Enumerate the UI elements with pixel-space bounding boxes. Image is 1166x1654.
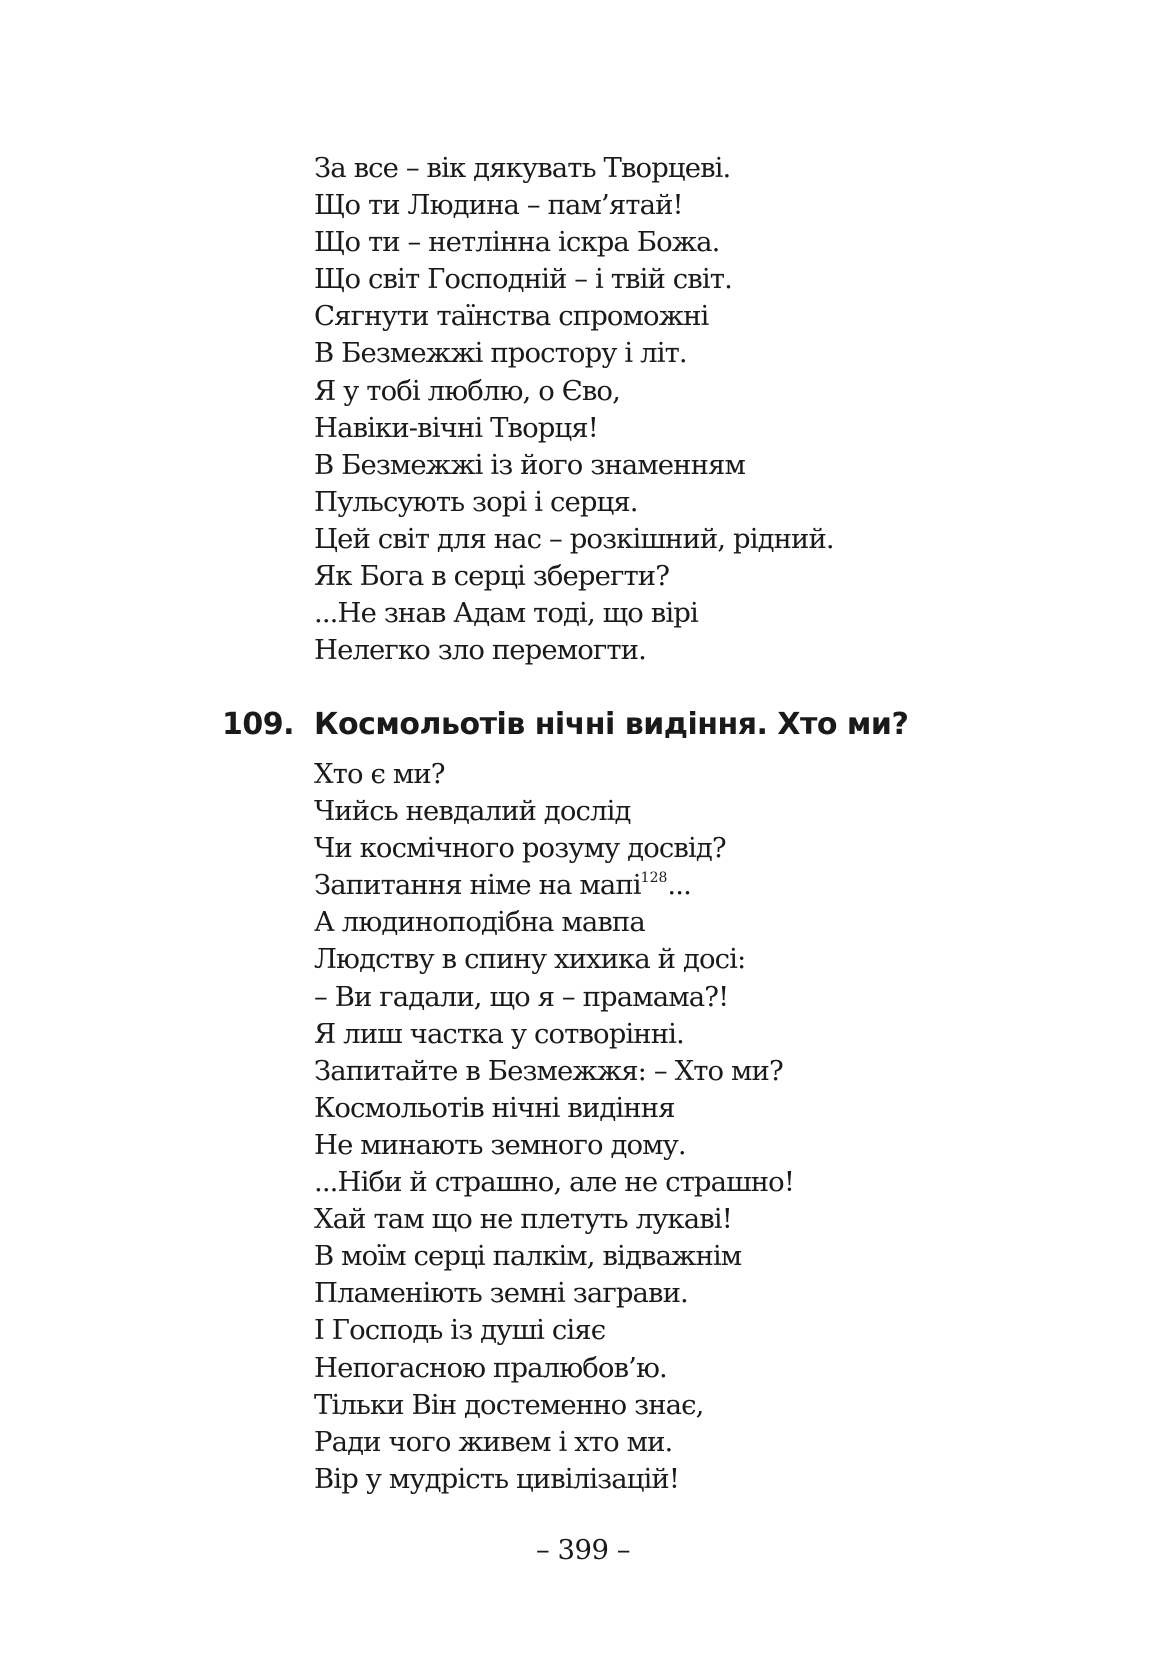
verse-line: Я лиш частка у сотворінні. <box>314 1017 684 1050</box>
verse-line: Вір у мудрість цивілізацій! <box>314 1462 680 1495</box>
poem-body <box>314 756 794 1498</box>
page-number: – 399 – <box>536 1534 630 1566</box>
verse-line-with-footnote <box>314 867 794 904</box>
verse-line: Тільки Він достеменно знає, <box>314 1388 704 1421</box>
poem-title: Космольотів нічні видіння. Хто ми? <box>314 707 909 742</box>
verse-line: Що ти – нетлінна іскра Божа. <box>314 226 720 259</box>
verse-line: Космольотів нічні видіння <box>314 1091 675 1124</box>
verse-line: Я у тобі люблю, о Єво, <box>314 374 620 407</box>
verse-line: Ради чого живем і хто ми. <box>314 1425 673 1458</box>
verse-line: В моїм серці палкім, відважнім <box>314 1240 742 1273</box>
poem-number: 109. <box>222 707 295 742</box>
previous-poem-continuation <box>314 150 834 669</box>
verse-line: Навіки-вічні Творця! <box>314 411 598 444</box>
verse-line: А людиноподібна мавпа <box>314 906 645 939</box>
ellipsis: ... <box>667 869 691 902</box>
verse-line: Що ти Людина – пам’ятай! <box>314 189 683 222</box>
verse-line: Непогасною пралюбов’ю. <box>314 1351 667 1384</box>
verse-line: ...Ніби й страшно, але не страшно! <box>314 1166 794 1199</box>
verse-line: Пульсують зорі і серця. <box>314 485 638 518</box>
footnote-reference: 128 <box>640 870 668 887</box>
verse-line: Що світ Господній – і твій світ. <box>314 263 732 296</box>
verse-line: Хай там що не плетуть лукаві! <box>314 1203 732 1236</box>
verse-line: В Безмежжі простору і літ. <box>314 337 687 370</box>
verse-line: Запитайте в Безмежжя: – Хто ми? <box>314 1054 783 1087</box>
verse-line: ...Не знав Адам тоді, що вірі <box>314 597 698 630</box>
verse-line: – Ви гадали, що я – прамама?! <box>314 980 729 1013</box>
verse-line: Як Бога в серці зберегти? <box>314 560 670 593</box>
verse-line: Хто є ми? <box>314 758 445 790</box>
verse-line: Не минають земного дому. <box>314 1128 686 1161</box>
verse-line: Пламеніють земні заграви. <box>314 1277 688 1310</box>
poem-heading <box>222 703 908 747</box>
verse-line: За все – вік дякувать Творцеві. <box>314 152 731 184</box>
verse-line: Чийсь невдалий дослід <box>314 795 631 828</box>
verse-line: Чи космічного розуму досвід? <box>314 832 726 865</box>
verse-text: Запитання німе на мапі <box>314 869 641 902</box>
verse-line: Людству в спину хихика й досі: <box>314 943 746 976</box>
verse-line: Сягнути таїнства спроможні <box>314 300 709 333</box>
verse-line: Нелегко зло перемогти. <box>314 634 646 667</box>
verse-line: І Господь із душі сіяє <box>314 1314 606 1347</box>
verse-line: В Безмежжі із його знаменням <box>314 448 745 481</box>
verse-line: Цей світ для нас – розкішний, рідний. <box>314 522 834 555</box>
